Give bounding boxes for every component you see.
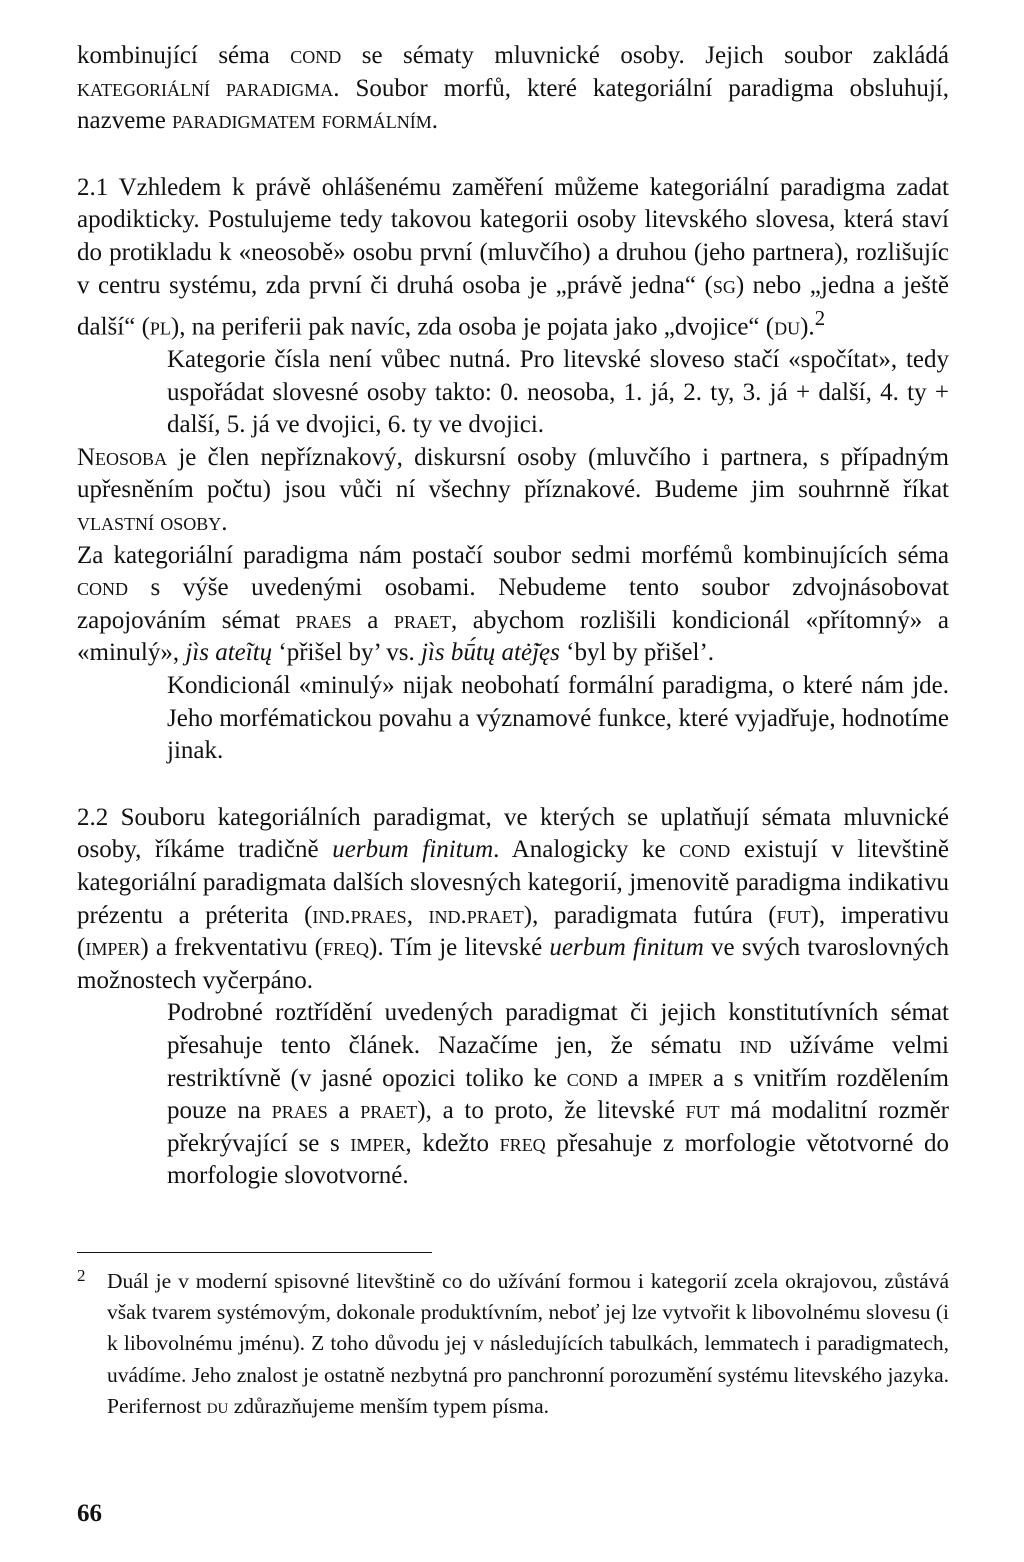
text-run: ), na periferii pak navíc, zda osoba je pojata jako „dvojice“ ( xyxy=(170,313,775,341)
text-run: , abychom rozlišili kondicionál «přítomný» a «minulý», xyxy=(77,606,949,667)
text-run: a xyxy=(617,1064,649,1092)
text-run: kombinující séma xyxy=(77,42,291,69)
seme-sg: sg xyxy=(712,271,736,299)
text-run: , kdežto xyxy=(405,1129,500,1157)
seme-cond: cond xyxy=(566,1064,618,1092)
term-uerbum-finitum: uerbum finitum xyxy=(549,934,704,962)
text-run: . xyxy=(431,107,438,135)
footnote-text xyxy=(77,1266,949,1422)
text-run: ), imperativu ( xyxy=(77,901,950,962)
text-run: má modalitní rozměr překrývající se s xyxy=(167,1097,949,1157)
text-run: přesahuje z morfologie větotvorné do morfologie slovotvorné. xyxy=(167,1129,949,1190)
term-kategorialni-paradigma: kategoriální paradigma xyxy=(77,74,334,102)
text-run: je člen nepříznakový, diskursní osoby (mluvčího i partnera, s případným upřesněním počtu) jsou vůči ní všechny příznakové. Budeme jim souhrnně říkat xyxy=(77,443,949,504)
indented-paragraph-kategorie-cisla: Kategorie čísla není vůbec nutná. Pro litevské sloveso stačí «spočítat», tedy uspořádat slovesné osoby takto: 0. neosoba, 1. já, 2. ty, 3. já + další, 4. ty + další, 5. já ve dvojici, 6. ty ve dvojici. xyxy=(167,346,949,439)
seme-du: du xyxy=(206,1393,229,1418)
paragraph-za-kategorialni xyxy=(77,540,949,670)
text-run: ) nebo „jedna a ještě další“ ( xyxy=(77,271,949,341)
seme-praes: praes xyxy=(271,1097,328,1125)
seme-fut: fut xyxy=(776,901,811,929)
seme-pl: pl xyxy=(149,313,171,341)
text-run: a xyxy=(327,1097,361,1125)
text-run: se sématy mluvnické osoby. Jejich soubor zakládá xyxy=(341,42,949,69)
indented-paragraph-kondicional: Kondicionál «minulý» nijak neobohatí formální paradigma, o které nám jde. Jeho morfématickou povahu a významové funkce, které vyjadřuje, hodnotíme jinak. xyxy=(167,672,949,765)
paragraph-intro xyxy=(77,40,949,138)
term-paradigma-formalni: paradigmatem formálním xyxy=(172,107,432,135)
seme-imper: imper xyxy=(350,1129,406,1157)
page-body xyxy=(77,40,949,1193)
seme-praet: praet xyxy=(360,1097,418,1125)
text-run: . xyxy=(221,509,228,537)
seme-du: du xyxy=(774,313,801,341)
footnote xyxy=(77,1266,949,1422)
example-lithuanian: jìs ateĩtų xyxy=(185,639,273,667)
text-run: , xyxy=(406,901,429,929)
term-uerbum-finitum: uerbum finitum xyxy=(332,836,494,864)
text-run: a xyxy=(351,606,394,634)
seme-cond: cond xyxy=(77,574,129,602)
page-number: 66 xyxy=(77,1500,102,1527)
seme-ind-praet: ind.praet xyxy=(428,901,524,929)
text-run: a s vnitřím rozdělením pouze na xyxy=(167,1064,949,1125)
example-lithuanian: jìs bū́tų atė̃jęs xyxy=(420,639,560,667)
text-run: ). Tím je litevské xyxy=(369,934,550,962)
seme-imper: imper xyxy=(648,1064,704,1092)
text-run: užíváme velmi restriktívně (v jasné opozici toliko ke xyxy=(167,1031,949,1092)
text-run: s výše uvedenými osobami. Nebudeme tento soubor zdvojnásobovat zapojováním sémat xyxy=(77,574,949,634)
text-run: ), paradigmata futúra ( xyxy=(523,901,777,929)
term-neosoba: Neosoba xyxy=(77,443,168,471)
seme-ind-praes: ind.praes xyxy=(312,901,407,929)
seme-imper: imper xyxy=(85,934,141,962)
text-run: Duál je v moderní spisovné litevštině co do užívání formou i kategorií zcela okrajovou, zůstává však tvarem systémovým, dokonale produktívním, neboť jej lze vytvořit k libovolnému slovesu (i k libovolnému jménu). Z toho důvodu jej v následujících tabulkách, lemmatech i paradigmatech, uvádíme. Jeho znalost je ostatně nezbytná pro panchronní porozumění systému litevského jazyka. Perifernost xyxy=(107,1269,949,1418)
text-run: ) a frekventativu ( xyxy=(140,934,323,962)
text-run: ), a to proto, že litevské xyxy=(417,1097,686,1125)
footnote-separator xyxy=(77,1252,432,1253)
text-run: existují v litevštině kategoriální paradigmata dalších slovesných kategorií, jmenovitě paradigma indikativu prézentu a préterita ( xyxy=(77,836,950,929)
text-run: ve svých tvaroslovných možnostech vyčerpáno. xyxy=(77,934,949,994)
seme-cond: cond xyxy=(290,42,342,69)
seme-freq: freq xyxy=(322,934,369,962)
text-run: 2.2 Souboru kategoriálních paradigmat, ve kterých se uplatňují sémata mluvnické osoby, říkáme tradičně xyxy=(77,803,949,864)
indented-paragraph-podrobne xyxy=(77,997,949,1193)
section-2-1 xyxy=(77,172,949,344)
seme-praes: praes xyxy=(295,606,352,634)
seme-cond: cond xyxy=(679,836,731,864)
text-run: . Soubor morfů, které kategoriální paradigma obsluhují, nazveme xyxy=(77,74,949,135)
seme-ind: ind xyxy=(739,1031,772,1059)
text-run: ). xyxy=(800,313,815,341)
text-run: ‘byl by přišel’. xyxy=(559,639,715,667)
seme-fut: fut xyxy=(685,1097,720,1125)
footnote-ref: 2 xyxy=(814,306,826,331)
text-run: zdůrazňujeme menším typem písma. xyxy=(228,1393,550,1418)
text-run: Podrobné roztřídění uvedených paradigmat či jejich konstitutívních sémat přesahuje tento článek. Nazačíme jen, že sématu xyxy=(167,999,949,1059)
section-2-2 xyxy=(77,802,949,998)
seme-praet: praet xyxy=(393,606,451,634)
term-vlastni-osoby: vlastní osoby xyxy=(77,509,222,537)
text-run: . Analogicky ke xyxy=(493,836,680,864)
text-run: ‘přišel by’ vs. xyxy=(272,639,421,667)
paragraph-neosoba xyxy=(77,442,949,540)
text-run: Za kategoriální paradigma nám postačí soubor sedmi morfémů kombinujících séma xyxy=(77,541,949,569)
text-run: 2.1 Vzhledem k právě ohlášenému zaměření můžeme kategoriální paradigma zadat apodikticky. Postulujeme tedy takovou kategorii osoby litevského slovesa, která staví do protikladu k «neosobě» osobu první (mluvčího) a druhou (jeho partnera), rozlišujíc v centru systému, zda první či druhá osoba je „právě jedna“ ( xyxy=(77,173,949,299)
footnote-mark: 2 xyxy=(77,1266,86,1285)
seme-freq: freq xyxy=(499,1129,546,1157)
